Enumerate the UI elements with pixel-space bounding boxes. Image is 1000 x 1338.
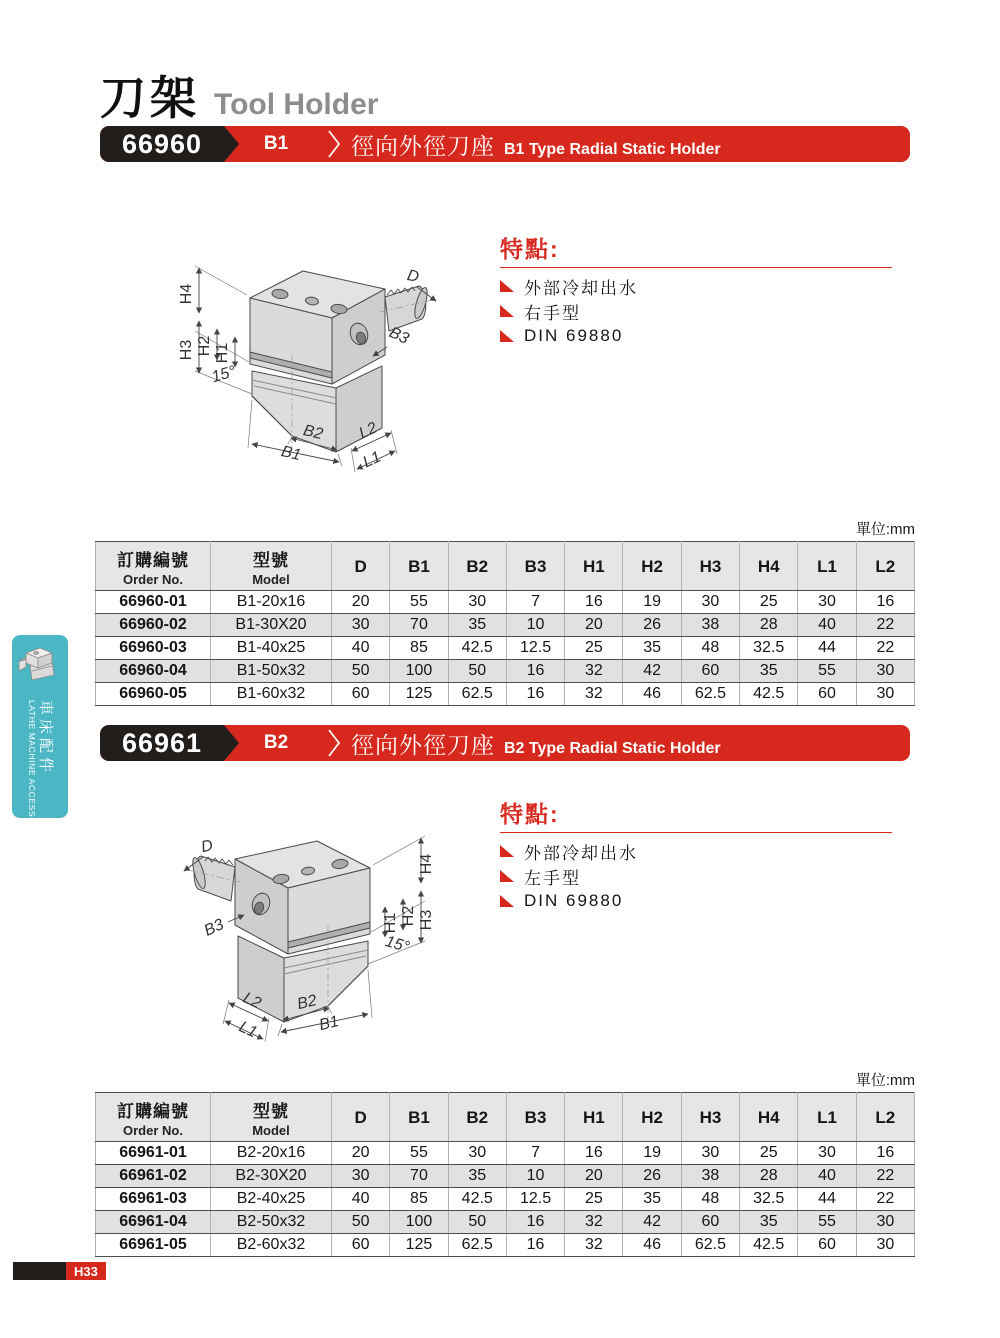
unit-label: 單位:mm [855,1072,915,1089]
table-cell: 125 [390,683,448,706]
table-cell: 16 [506,683,564,706]
dim-label-d: D [199,837,215,857]
table-cell: 25 [740,1142,798,1165]
table-cell: 32 [565,1234,623,1257]
page-title [100,62,378,128]
col-header-dim: L2 [856,1093,914,1142]
table-cell: 38 [681,614,739,637]
table-cell: 26 [623,1165,681,1188]
table-cell: 62.5 [681,683,739,706]
table-cell: 7 [506,591,564,614]
dim-label-b3: B3 [386,324,412,348]
table-cell: 16 [506,1211,564,1234]
table-cell: 44 [798,637,856,660]
table-cell: 50 [332,660,390,683]
table-cell: 7 [506,1142,564,1165]
dim-label-b3: B3 [201,916,227,940]
triangle-bullet-icon [500,870,514,882]
table-cell: B1-30X20 [211,614,332,637]
table-cell: B2-50x32 [211,1211,332,1234]
dim-label-h2: H2 [196,335,213,357]
col-header-dim: D [332,542,390,591]
table-cell: 42.5 [448,637,506,660]
table-cell: 100 [390,660,448,683]
unit-label: 單位:mm [855,521,915,538]
table-cell: 16 [565,591,623,614]
triangle-bullet-icon [500,305,514,317]
col-header-order-no: 訂購編號 Order No. [96,542,211,591]
table-cell: 42 [623,1211,681,1234]
footer-black-bar [13,1262,66,1280]
table-cell: 28 [740,1165,798,1188]
triangle-bullet-icon [500,895,514,907]
table-cell: 48 [681,1188,739,1211]
table-header-row [96,1093,915,1142]
tool-holder-body [250,271,430,452]
table-cell: 32 [565,660,623,683]
dim-label-b1: B1 [279,443,303,465]
feature-item [500,842,892,863]
banner-titles [351,128,721,161]
banner-title-zh: 徑向外徑刀座 [351,132,495,159]
table-cell: 30 [798,1142,856,1165]
banner-titles [351,727,721,760]
table-cell: 55 [798,1211,856,1234]
table-cell: 66960-05 [96,683,211,706]
table-cell: 55 [390,1142,448,1165]
product-code: 66960 [100,126,224,162]
table-row [96,1165,915,1188]
table-cell: 66960-03 [96,637,211,660]
table-cell: 60 [798,683,856,706]
table-cell: 30 [681,1142,739,1165]
table-row [96,1188,915,1211]
table-cell: 38 [681,1165,739,1188]
table-cell: 40 [332,637,390,660]
banner-title-en: B1 Type Radial Static Holder [504,140,721,158]
table-row [96,683,915,706]
table-cell: 70 [390,614,448,637]
col-header-dim: L1 [798,1093,856,1142]
table-cell: 16 [856,591,914,614]
table-cell: 12.5 [506,1188,564,1211]
feature-text: 左手型 [524,868,581,888]
table-cell: 35 [740,1211,798,1234]
table-cell: 40 [798,614,856,637]
table-cell: 30 [856,660,914,683]
table-cell: 55 [390,591,448,614]
table-cell: 60 [332,683,390,706]
col-header-dim: L2 [856,542,914,591]
table-cell: 22 [856,637,914,660]
page-footer [13,1262,106,1280]
features-title: 特點: [500,236,560,262]
table-cell: B2-60x32 [211,1234,332,1257]
table-cell: 50 [448,1211,506,1234]
table-cell: 30 [332,1165,390,1188]
features-divider [500,832,892,833]
dim-label-h4: H4 [418,853,435,875]
dim-label-h4: H4 [178,283,195,305]
table-cell: 30 [681,591,739,614]
table-cell: 48 [681,637,739,660]
table-cell: 125 [390,1234,448,1257]
section-banner-66961 [100,725,910,761]
col-header-dim: L1 [798,542,856,591]
table-cell: 30 [332,614,390,637]
table-cell: 42.5 [740,1234,798,1257]
table-cell: B2-30X20 [211,1165,332,1188]
table-cell: 20 [332,1142,390,1165]
spec-table-66960 [95,541,915,706]
feature-text: 外部冷却出水 [524,843,638,863]
table-cell: 32.5 [740,1188,798,1211]
table-cell: 30 [856,1234,914,1257]
table-row [96,1142,915,1165]
col-header-dim: B1 [390,1093,448,1142]
dim-label-b2: B2 [295,992,319,1014]
dim-label-l1: L1 [360,448,384,472]
dim-label-l2: L2 [356,419,380,443]
table-cell: 30 [856,683,914,706]
dim-label-l1: L1 [236,1018,260,1042]
table-cell: 32 [565,683,623,706]
col-header-dim: B3 [506,1093,564,1142]
table-cell: 16 [856,1142,914,1165]
table-header-row [96,542,915,591]
feature-item [500,892,892,910]
table-cell: 35 [623,637,681,660]
type-label: B2 [263,732,289,753]
sidebar-label-zh: 車床配件 [37,700,54,777]
chevron-separator-icon [327,130,341,158]
dim-label-l2: L2 [240,989,264,1013]
table-cell: 40 [332,1188,390,1211]
table-cell: 35 [448,1165,506,1188]
feature-text: 外部冷却出水 [524,278,638,298]
spec-table-66961 [95,1092,915,1257]
table-cell: 60 [798,1234,856,1257]
table-cell: 60 [681,1211,739,1234]
col-header-order-no: 訂購編號 Order No. [96,1093,211,1142]
triangle-bullet-icon [500,330,514,342]
features-block-66960 [500,231,892,345]
table-cell: 26 [623,614,681,637]
table-row [96,1234,915,1257]
col-header-dim: H1 [565,542,623,591]
code-arrow-shape [224,126,239,162]
table-cell: 66961-03 [96,1188,211,1211]
table-cell: 22 [856,1188,914,1211]
table-cell: 66961-05 [96,1234,211,1257]
table-cell: 55 [798,660,856,683]
feature-item [500,867,892,888]
table-cell: 66960-02 [96,614,211,637]
dim-label-d: D [405,267,421,287]
page-number-badge: H33 [66,1262,106,1280]
table-cell: 20 [565,614,623,637]
table-cell: 16 [506,1234,564,1257]
col-header-dim: B2 [448,542,506,591]
col-header-dim: H1 [565,1093,623,1142]
col-header-dim: B1 [390,542,448,591]
table-cell: 10 [506,1165,564,1188]
table-cell: 16 [565,1142,623,1165]
col-header-dim: D [332,1093,390,1142]
features-title: 特點: [500,801,560,827]
table-row [96,660,915,683]
table-cell: B1-40x25 [211,637,332,660]
table-cell: 10 [506,614,564,637]
table-cell: 30 [798,591,856,614]
table-row [96,637,915,660]
table-cell: 46 [623,1234,681,1257]
table-cell: 12.5 [506,637,564,660]
technical-drawing-b1 [140,240,480,480]
dim-label-angle: 15° [209,363,238,387]
col-header-dim: H4 [740,1093,798,1142]
table-cell: 66961-04 [96,1211,211,1234]
triangle-bullet-icon [500,845,514,857]
feature-item [500,302,892,323]
section-banner-66960 [100,126,910,162]
table-cell: 70 [390,1165,448,1188]
table-cell: 42 [623,660,681,683]
table-cell: 60 [332,1234,390,1257]
dim-label-h3: H3 [178,339,195,361]
table-cell: 46 [623,683,681,706]
dim-label-h1: H1 [382,912,399,934]
product-code: 66961 [100,725,224,761]
table-cell: 20 [565,1165,623,1188]
dim-label-h3: H3 [418,909,435,931]
table-cell: 19 [623,591,681,614]
sidebar-label-en: LATHE MACHINE ACCESSORIES [27,700,37,847]
table-cell: 22 [856,1165,914,1188]
col-header-dim: H4 [740,542,798,591]
table-cell: 62.5 [681,1234,739,1257]
table-cell: 16 [506,660,564,683]
table-cell: 50 [448,660,506,683]
dim-label-b1: B1 [317,1013,341,1035]
feature-text: DIN 69880 [524,326,624,345]
table-row [96,614,915,637]
features-block-66961 [500,796,892,910]
table-cell: 62.5 [448,1234,506,1257]
table-cell: B1-50x32 [211,660,332,683]
table-cell: 85 [390,637,448,660]
table-cell: 42.5 [740,683,798,706]
page-title-en: Tool Holder [214,88,379,121]
sidebar-tab-text [26,700,54,847]
type-label: B1 [263,133,289,154]
table-cell: 42.5 [448,1188,506,1211]
feature-item [500,277,892,298]
features-divider [500,267,892,268]
table-cell: 66961-01 [96,1142,211,1165]
table-cell: 62.5 [448,683,506,706]
feature-item [500,327,892,345]
table-cell: B2-20x16 [211,1142,332,1165]
table-cell: B2-40x25 [211,1188,332,1211]
table-cell: 25 [740,591,798,614]
page-title-zh: 刀架 [100,72,200,124]
table-cell: 66960-04 [96,660,211,683]
table-cell: B1-60x32 [211,683,332,706]
table-row [96,1211,915,1234]
dim-label-angle: 15° [383,933,412,957]
col-header-dim: H2 [623,1093,681,1142]
dim-label-h1: H1 [214,342,231,364]
table-cell: 66961-02 [96,1165,211,1188]
table-cell: B1-20x16 [211,591,332,614]
table-row [96,591,915,614]
feature-text: DIN 69880 [524,891,624,910]
table-cell: 50 [332,1211,390,1234]
col-header-dim: H2 [623,542,681,591]
table-cell: 25 [565,637,623,660]
table-cell: 35 [448,614,506,637]
table-cell: 28 [740,614,798,637]
feature-text: 右手型 [524,303,581,323]
table-cell: 100 [390,1211,448,1234]
chevron-separator-icon [327,729,341,757]
table-cell: 25 [565,1188,623,1211]
banner-title-zh: 徑向外徑刀座 [351,731,495,758]
table-cell: 30 [448,1142,506,1165]
table-cell: 30 [448,591,506,614]
col-header-dim: H3 [681,1093,739,1142]
code-arrow-shape [224,725,239,761]
table-cell: 22 [856,614,914,637]
table-cell: 35 [740,660,798,683]
col-header-model: 型號 Model [211,1093,332,1142]
technical-drawing-b2 [140,810,480,1050]
dim-label-h2: H2 [400,905,417,927]
triangle-bullet-icon [500,280,514,292]
table-cell: 35 [623,1188,681,1211]
table-cell: 20 [332,591,390,614]
tool-holder-icon [16,645,60,685]
table-cell: 66960-01 [96,591,211,614]
table-cell: 85 [390,1188,448,1211]
table-cell: 32.5 [740,637,798,660]
col-header-model: 型號 Model [211,542,332,591]
table-cell: 44 [798,1188,856,1211]
dim-label-b2: B2 [301,422,325,444]
table-cell: 60 [681,660,739,683]
banner-title-en: B2 Type Radial Static Holder [504,739,721,757]
table-cell: 32 [565,1211,623,1234]
table-cell: 19 [623,1142,681,1165]
table-cell: 40 [798,1165,856,1188]
col-header-dim: H3 [681,542,739,591]
col-header-dim: B2 [448,1093,506,1142]
table-cell: 30 [856,1211,914,1234]
col-header-dim: B3 [506,542,564,591]
